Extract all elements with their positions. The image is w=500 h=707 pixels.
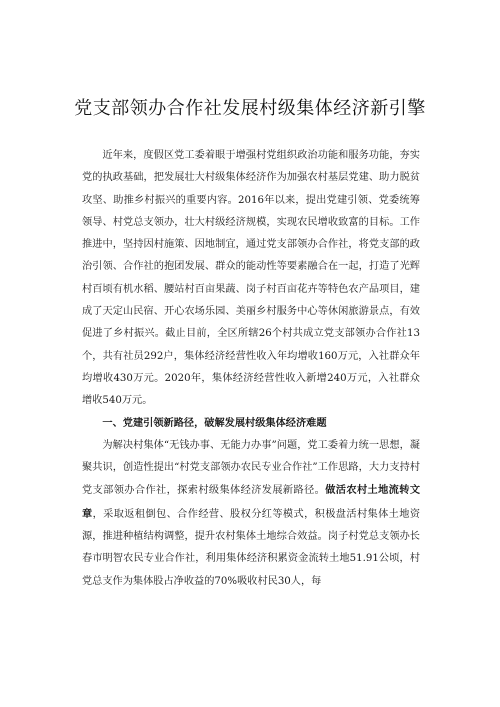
- document-body: [82, 145, 420, 593]
- paragraph-intro: 近年来，度假区党工委着眼于增强村党组织政治功能和服务功能，夯实党的执政基础，把发展壮大村级集体经济作为加强农村基层党建、助力脱贫攻坚、助推乡村振兴的重要内容。2016年以来，提出党建引领、党委统筹领导、村党总支领办，壮大村级经济规模，实现农民增收致富的目标。工作推进中，坚持因村施策、因地制宜，通过党支部领办合作社，将党支部的政治引领、合作社的抱团发展、群众的能动性等要素融合在一起，打造了光辉村百顷有机水稻、腰站村百亩果蔬、岗子村百亩花卉等特色农产品项目，建成了天定山民宿、开心农场乐园、美丽乡村服务中心等休闲旅游景点，有效促进了乡村振兴。截止目前，全区所辖26个村共成立党支部领办合作社13个，共有社员292户，集体经济经营性收入年均增收160万元，入社群众年均增收430万元。2020年，集体经济经营性收入新增240万元，入社群众增收540万元。: [82, 150, 420, 407]
- paragraph-section-1-bold: 做活农村土地流转文章: [82, 484, 421, 520]
- paragraph-section-1-text-b: ，采取返租倒包、合作经营、股权分红等模式，积极盘活村集体土地资源，推进种植结构调整，提升农村集体土地综合效益。岗子村党总支领办长春市明智农民专业合作社，利用集体经济积累资金流转土地51.91公顷，村党总支作为集体股占净收益的70%吸收村民30人，每: [82, 508, 421, 587]
- paragraph-section-1-text-a: 为解决村集体“无钱办事、无能力办事”问题，党工委着力统一思想，凝聚共识，创造性提出“村党支部领办农民专业合作社”工作思路，大力支持村党支部领办合作社，探索村级集体经济发展新路径。: [82, 439, 420, 497]
- section-heading-1: 一、党建引领新路径，破解发展村级集体经济难题: [102, 417, 327, 429]
- document-title: 党支部领办合作社发展村级集体经济新引擎: [74, 98, 426, 119]
- paragraph-section-1: [82, 435, 420, 593]
